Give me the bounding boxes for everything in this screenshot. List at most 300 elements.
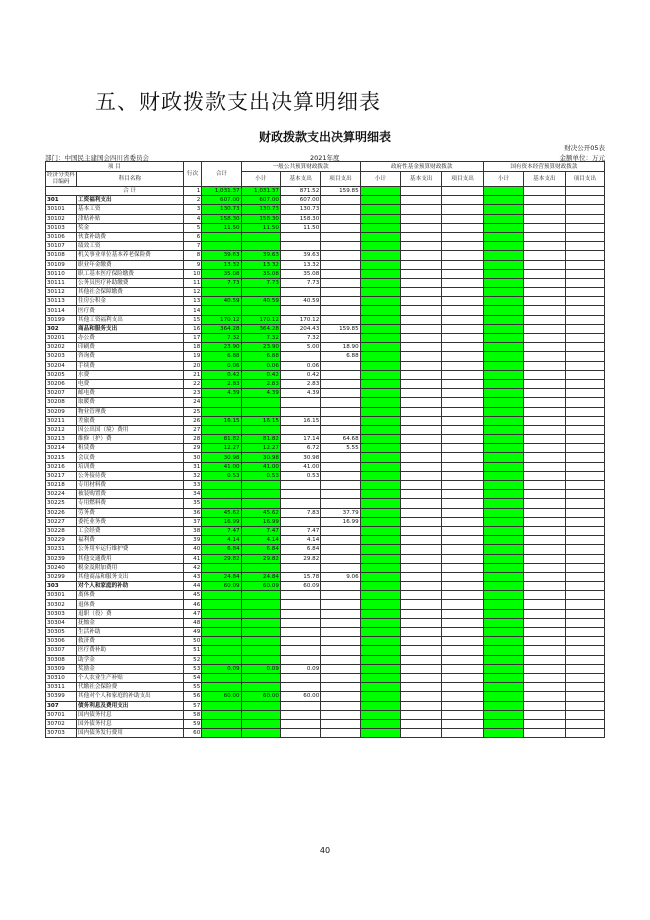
row-gf-subtotal bbox=[360, 352, 400, 361]
table-row bbox=[46, 508, 605, 517]
row-gb-subtotal bbox=[241, 600, 280, 609]
header-gb-basic: 基本支出 bbox=[280, 172, 320, 187]
row-sc-project bbox=[565, 673, 604, 682]
row-gb-basic bbox=[280, 306, 320, 315]
row-gf-subtotal bbox=[360, 536, 400, 545]
row-gf-project bbox=[442, 407, 483, 416]
table-row bbox=[46, 269, 605, 278]
row-gb-project bbox=[321, 554, 360, 563]
row-name: 救济费 bbox=[77, 637, 184, 646]
row-gb-subtotal: 4.14 bbox=[241, 536, 280, 545]
row-code: 30111 bbox=[46, 278, 77, 287]
row-sc-subtotal bbox=[483, 242, 523, 251]
row-gb-basic: 7.32 bbox=[280, 334, 320, 343]
row-gb-subtotal: 6.88 bbox=[241, 352, 280, 361]
row-name: 电费 bbox=[77, 379, 184, 388]
row-gf-basic bbox=[401, 269, 442, 278]
row-sc-project bbox=[565, 462, 604, 471]
row-index: 3 bbox=[183, 205, 202, 214]
row-gf-project bbox=[442, 618, 483, 627]
row-total: 7.47 bbox=[202, 526, 241, 535]
row-gf-basic bbox=[401, 297, 442, 306]
row-gb-subtotal: 35.08 bbox=[241, 269, 280, 278]
row-sc-project bbox=[565, 664, 604, 673]
table-row bbox=[46, 324, 605, 333]
row-code: 30310 bbox=[46, 673, 77, 682]
row-index: 50 bbox=[183, 637, 202, 646]
row-sc-basic bbox=[524, 646, 565, 655]
row-sc-project bbox=[565, 232, 604, 241]
row-sc-subtotal bbox=[483, 462, 523, 471]
row-total: 41.00 bbox=[202, 462, 241, 471]
row-sc-project bbox=[565, 591, 604, 600]
row-sc-subtotal bbox=[483, 471, 523, 480]
table-row bbox=[46, 444, 605, 453]
row-name: 国外债务付息 bbox=[77, 719, 184, 728]
row-gf-project bbox=[442, 425, 483, 434]
row-gb-subtotal: 16.15 bbox=[241, 416, 280, 425]
row-total bbox=[202, 609, 241, 618]
row-gb-basic bbox=[280, 628, 320, 637]
row-sc-subtotal bbox=[483, 260, 523, 269]
row-total bbox=[202, 490, 241, 499]
row-code: 30101 bbox=[46, 205, 77, 214]
row-gf-subtotal bbox=[360, 334, 400, 343]
table-row bbox=[46, 187, 605, 196]
row-gf-project bbox=[442, 416, 483, 425]
row-gb-subtotal: 29.82 bbox=[241, 554, 280, 563]
row-code: 30114 bbox=[46, 306, 77, 315]
row-gf-project bbox=[442, 453, 483, 462]
row-name: 公务接待费 bbox=[77, 471, 184, 480]
row-code: 30225 bbox=[46, 499, 77, 508]
row-gf-basic bbox=[401, 582, 442, 591]
row-sc-basic bbox=[524, 315, 565, 324]
page-number: 40 bbox=[319, 846, 331, 855]
row-index: 4 bbox=[183, 214, 202, 223]
row-name: 其他商品和服务支出 bbox=[77, 572, 184, 581]
row-total bbox=[202, 618, 241, 627]
row-sc-project bbox=[565, 306, 604, 315]
row-name: 机关事业单位基本养老保险费 bbox=[77, 251, 184, 260]
row-index: 15 bbox=[183, 315, 202, 324]
row-total: 23.90 bbox=[202, 343, 241, 352]
row-sc-subtotal bbox=[483, 444, 523, 453]
header-state-capital: 国有资本经营预算财政拨款 bbox=[483, 162, 604, 172]
row-code: 30113 bbox=[46, 297, 77, 306]
row-gf-basic bbox=[401, 352, 442, 361]
row-sc-subtotal bbox=[483, 389, 523, 398]
row-sc-basic bbox=[524, 223, 565, 232]
row-gb-subtotal: 7.32 bbox=[241, 334, 280, 343]
row-code: 30224 bbox=[46, 490, 77, 499]
row-total bbox=[202, 719, 241, 728]
row-gb-subtotal: 6.84 bbox=[241, 545, 280, 554]
row-gb-project bbox=[321, 251, 360, 260]
row-gb-subtotal: 1,031.37 bbox=[241, 187, 280, 196]
row-gb-project bbox=[321, 453, 360, 462]
row-index: 39 bbox=[183, 536, 202, 545]
row-gb-subtotal bbox=[241, 407, 280, 416]
row-gb-project bbox=[321, 278, 360, 287]
row-index: 60 bbox=[183, 729, 202, 738]
row-gb-subtotal bbox=[241, 710, 280, 719]
row-total: 7.73 bbox=[202, 278, 241, 287]
row-gb-project bbox=[321, 618, 360, 627]
row-sc-subtotal bbox=[483, 187, 523, 196]
row-sc-basic bbox=[524, 526, 565, 535]
row-gf-project bbox=[442, 508, 483, 517]
row-gf-basic bbox=[401, 683, 442, 692]
row-gb-subtotal bbox=[241, 646, 280, 655]
row-gf-project bbox=[442, 379, 483, 388]
row-gf-basic bbox=[401, 591, 442, 600]
row-index: 36 bbox=[183, 508, 202, 517]
row-sc-basic bbox=[524, 379, 565, 388]
table-row bbox=[46, 389, 605, 398]
row-gb-basic: 16.15 bbox=[280, 416, 320, 425]
row-name: 个人农业生产补贴 bbox=[77, 673, 184, 682]
row-code: 30231 bbox=[46, 545, 77, 554]
row-gb-project bbox=[321, 471, 360, 480]
row-code: 301 bbox=[46, 196, 77, 205]
row-code: 30217 bbox=[46, 471, 77, 480]
row-gb-basic: 29.82 bbox=[280, 554, 320, 563]
row-sc-project bbox=[565, 214, 604, 223]
row-name: 合 计 bbox=[77, 187, 184, 196]
row-name: 住房公积金 bbox=[77, 297, 184, 306]
row-gf-basic bbox=[401, 205, 442, 214]
table-row bbox=[46, 370, 605, 379]
row-gf-basic bbox=[401, 334, 442, 343]
row-gb-project bbox=[321, 664, 360, 673]
row-index: 51 bbox=[183, 646, 202, 655]
row-gb-subtotal bbox=[241, 628, 280, 637]
row-gf-project bbox=[442, 297, 483, 306]
row-gb-basic bbox=[280, 701, 320, 710]
row-gf-subtotal bbox=[360, 646, 400, 655]
row-sc-basic bbox=[524, 609, 565, 618]
row-sc-subtotal bbox=[483, 618, 523, 627]
row-code: 30108 bbox=[46, 251, 77, 260]
row-gf-basic bbox=[401, 664, 442, 673]
row-gf-basic bbox=[401, 490, 442, 499]
row-gb-basic bbox=[280, 646, 320, 655]
row-gb-subtotal: 7.47 bbox=[241, 526, 280, 535]
row-code: 30102 bbox=[46, 214, 77, 223]
row-index: 6 bbox=[183, 232, 202, 241]
row-index: 32 bbox=[183, 471, 202, 480]
row-sc-project bbox=[565, 655, 604, 664]
row-gb-basic bbox=[280, 490, 320, 499]
row-gb-project bbox=[321, 692, 360, 701]
row-total bbox=[202, 701, 241, 710]
row-gf-project bbox=[442, 701, 483, 710]
row-total bbox=[202, 481, 241, 490]
row-gb-subtotal: 11.50 bbox=[241, 223, 280, 232]
row-sc-project bbox=[565, 609, 604, 618]
row-gb-subtotal bbox=[241, 609, 280, 618]
row-gf-basic bbox=[401, 563, 442, 572]
row-gb-basic bbox=[280, 499, 320, 508]
row-sc-subtotal bbox=[483, 370, 523, 379]
header-item: 项 目 bbox=[46, 162, 184, 172]
row-code: 30205 bbox=[46, 370, 77, 379]
row-code: 30110 bbox=[46, 269, 77, 278]
row-name: 手续费 bbox=[77, 361, 184, 370]
row-sc-subtotal bbox=[483, 655, 523, 664]
row-sc-basic bbox=[524, 251, 565, 260]
row-gf-subtotal bbox=[360, 398, 400, 407]
row-gb-project: 5.55 bbox=[321, 444, 360, 453]
row-gf-basic bbox=[401, 481, 442, 490]
row-code: 30229 bbox=[46, 536, 77, 545]
row-index: 52 bbox=[183, 655, 202, 664]
row-gf-subtotal bbox=[360, 223, 400, 232]
row-index: 38 bbox=[183, 526, 202, 535]
row-total bbox=[202, 306, 241, 315]
row-gb-basic: 4.39 bbox=[280, 389, 320, 398]
row-gf-subtotal bbox=[360, 517, 400, 526]
row-name: 国内债务发行费用 bbox=[77, 729, 184, 738]
row-gf-project bbox=[442, 729, 483, 738]
row-gb-subtotal bbox=[241, 232, 280, 241]
row-gf-basic bbox=[401, 526, 442, 535]
row-sc-project bbox=[565, 683, 604, 692]
row-gb-project: 159.85 bbox=[321, 187, 360, 196]
row-sc-project bbox=[565, 352, 604, 361]
row-gf-subtotal bbox=[360, 563, 400, 572]
table-row bbox=[46, 297, 605, 306]
row-gf-project bbox=[442, 673, 483, 682]
row-total bbox=[202, 499, 241, 508]
table-row bbox=[46, 214, 605, 223]
row-gb-basic: 130.73 bbox=[280, 205, 320, 214]
row-gb-basic: 7.83 bbox=[280, 508, 320, 517]
row-sc-basic bbox=[524, 205, 565, 214]
row-gf-project bbox=[442, 526, 483, 535]
row-code: 30302 bbox=[46, 600, 77, 609]
row-gb-basic: 170.12 bbox=[280, 315, 320, 324]
row-sc-basic bbox=[524, 232, 565, 241]
row-index: 12 bbox=[183, 288, 202, 297]
row-sc-subtotal bbox=[483, 673, 523, 682]
row-total bbox=[202, 655, 241, 664]
row-gf-subtotal bbox=[360, 609, 400, 618]
row-gf-project bbox=[442, 517, 483, 526]
row-code: 30308 bbox=[46, 655, 77, 664]
table-row bbox=[46, 416, 605, 425]
row-sc-project bbox=[565, 260, 604, 269]
row-sc-subtotal bbox=[483, 664, 523, 673]
row-sc-project bbox=[565, 379, 604, 388]
row-total: 2.83 bbox=[202, 379, 241, 388]
row-name: 工会经费 bbox=[77, 526, 184, 535]
row-gf-project bbox=[442, 260, 483, 269]
row-sc-subtotal bbox=[483, 729, 523, 738]
row-gf-basic bbox=[401, 701, 442, 710]
row-sc-basic bbox=[524, 710, 565, 719]
row-gf-project bbox=[442, 572, 483, 581]
row-index: 11 bbox=[183, 278, 202, 287]
row-gf-project bbox=[442, 609, 483, 618]
row-total: 0.53 bbox=[202, 471, 241, 480]
row-gf-subtotal bbox=[360, 701, 400, 710]
row-gb-basic bbox=[280, 288, 320, 297]
row-gf-project bbox=[442, 471, 483, 480]
row-gb-project bbox=[321, 370, 360, 379]
header-gf-subtotal: 小计 bbox=[360, 172, 400, 187]
row-sc-subtotal bbox=[483, 490, 523, 499]
row-gb-basic: 871.52 bbox=[280, 187, 320, 196]
row-gf-basic bbox=[401, 379, 442, 388]
row-sc-subtotal bbox=[483, 288, 523, 297]
row-index: 20 bbox=[183, 361, 202, 370]
row-total bbox=[202, 628, 241, 637]
row-gb-basic bbox=[280, 591, 320, 600]
row-gf-basic bbox=[401, 618, 442, 627]
row-index: 58 bbox=[183, 710, 202, 719]
row-index: 47 bbox=[183, 609, 202, 618]
row-code: 30702 bbox=[46, 719, 77, 728]
row-sc-basic bbox=[524, 416, 565, 425]
row-sc-subtotal bbox=[483, 425, 523, 434]
row-gf-subtotal bbox=[360, 269, 400, 278]
row-sc-basic bbox=[524, 600, 565, 609]
row-total: 0.06 bbox=[202, 361, 241, 370]
row-gf-subtotal bbox=[360, 205, 400, 214]
row-total bbox=[202, 407, 241, 416]
header-econ-code: 经济分类科目编码 bbox=[47, 172, 76, 185]
row-gb-basic bbox=[280, 609, 320, 618]
row-name: 会议费 bbox=[77, 453, 184, 462]
row-gb-basic bbox=[280, 563, 320, 572]
row-total bbox=[202, 232, 241, 241]
row-gf-subtotal bbox=[360, 444, 400, 453]
row-gb-project bbox=[321, 407, 360, 416]
row-gf-subtotal bbox=[360, 196, 400, 205]
row-sc-subtotal bbox=[483, 536, 523, 545]
row-code: 30112 bbox=[46, 288, 77, 297]
table-row bbox=[46, 618, 605, 627]
row-gf-project bbox=[442, 343, 483, 352]
table-row bbox=[46, 517, 605, 526]
row-code: 30208 bbox=[46, 398, 77, 407]
row-sc-basic bbox=[524, 554, 565, 563]
row-index: 18 bbox=[183, 343, 202, 352]
row-gf-subtotal bbox=[360, 379, 400, 388]
row-sc-subtotal bbox=[483, 481, 523, 490]
row-index: 37 bbox=[183, 517, 202, 526]
row-sc-project bbox=[565, 242, 604, 251]
row-sc-project bbox=[565, 251, 604, 260]
row-gb-project bbox=[321, 379, 360, 388]
row-gb-basic bbox=[280, 232, 320, 241]
row-code: 30218 bbox=[46, 481, 77, 490]
row-gb-basic: 41.00 bbox=[280, 462, 320, 471]
row-gf-project bbox=[442, 315, 483, 324]
row-gf-basic bbox=[401, 600, 442, 609]
row-gf-subtotal bbox=[360, 673, 400, 682]
row-gb-subtotal: 0.06 bbox=[241, 361, 280, 370]
table-row bbox=[46, 490, 605, 499]
row-code: 30701 bbox=[46, 710, 77, 719]
row-gf-subtotal bbox=[360, 545, 400, 554]
table-row bbox=[46, 361, 605, 370]
row-total: 4.39 bbox=[202, 389, 241, 398]
row-code: 30703 bbox=[46, 729, 77, 738]
row-gf-basic bbox=[401, 499, 442, 508]
row-total: 364.28 bbox=[202, 324, 241, 333]
row-gb-basic: 40.59 bbox=[280, 297, 320, 306]
row-gb-project: 18.90 bbox=[321, 343, 360, 352]
row-total: 24.84 bbox=[202, 572, 241, 581]
row-gf-basic bbox=[401, 223, 442, 232]
row-gf-project bbox=[442, 664, 483, 673]
row-sc-project bbox=[565, 361, 604, 370]
row-sc-basic bbox=[524, 536, 565, 545]
expenditure-table bbox=[45, 161, 605, 738]
row-gf-project bbox=[442, 334, 483, 343]
row-name: 代缴社会保险费 bbox=[77, 683, 184, 692]
table-row bbox=[46, 637, 605, 646]
row-total: 16.15 bbox=[202, 416, 241, 425]
row-sc-subtotal bbox=[483, 306, 523, 315]
row-index: 7 bbox=[183, 242, 202, 251]
row-total: 60.00 bbox=[202, 692, 241, 701]
row-code: 302 bbox=[46, 324, 77, 333]
header-sc-subtotal: 小计 bbox=[483, 172, 523, 187]
row-gf-basic bbox=[401, 251, 442, 260]
table-row bbox=[46, 701, 605, 710]
row-total bbox=[202, 288, 241, 297]
row-index: 9 bbox=[183, 260, 202, 269]
row-gf-subtotal bbox=[360, 719, 400, 728]
row-sc-basic bbox=[524, 637, 565, 646]
row-gb-subtotal: 0.09 bbox=[241, 664, 280, 673]
row-sc-project bbox=[565, 370, 604, 379]
row-name: 因公出国（境）费用 bbox=[77, 425, 184, 434]
row-gf-project bbox=[442, 269, 483, 278]
row-code: 30106 bbox=[46, 232, 77, 241]
row-gf-basic bbox=[401, 444, 442, 453]
row-sc-project bbox=[565, 719, 604, 728]
row-sc-subtotal bbox=[483, 324, 523, 333]
row-sc-basic bbox=[524, 462, 565, 471]
row-gb-subtotal bbox=[241, 425, 280, 434]
row-gf-subtotal bbox=[360, 306, 400, 315]
row-gb-project: 6.88 bbox=[321, 352, 360, 361]
row-gb-subtotal: 170.12 bbox=[241, 315, 280, 324]
row-gb-subtotal: 0.53 bbox=[241, 471, 280, 480]
row-gb-project bbox=[321, 306, 360, 315]
row-sc-project bbox=[565, 407, 604, 416]
row-code: 30204 bbox=[46, 361, 77, 370]
row-gf-subtotal bbox=[360, 389, 400, 398]
row-index: 31 bbox=[183, 462, 202, 471]
row-name: 奖金 bbox=[77, 223, 184, 232]
row-index: 10 bbox=[183, 269, 202, 278]
row-gf-basic bbox=[401, 370, 442, 379]
row-gf-subtotal bbox=[360, 278, 400, 287]
row-name: 医疗费 bbox=[77, 306, 184, 315]
row-gb-subtotal: 40.59 bbox=[241, 297, 280, 306]
row-gb-project bbox=[321, 288, 360, 297]
row-gf-subtotal bbox=[360, 637, 400, 646]
row-sc-subtotal bbox=[483, 196, 523, 205]
row-gf-basic bbox=[401, 324, 442, 333]
row-code: 30301 bbox=[46, 591, 77, 600]
